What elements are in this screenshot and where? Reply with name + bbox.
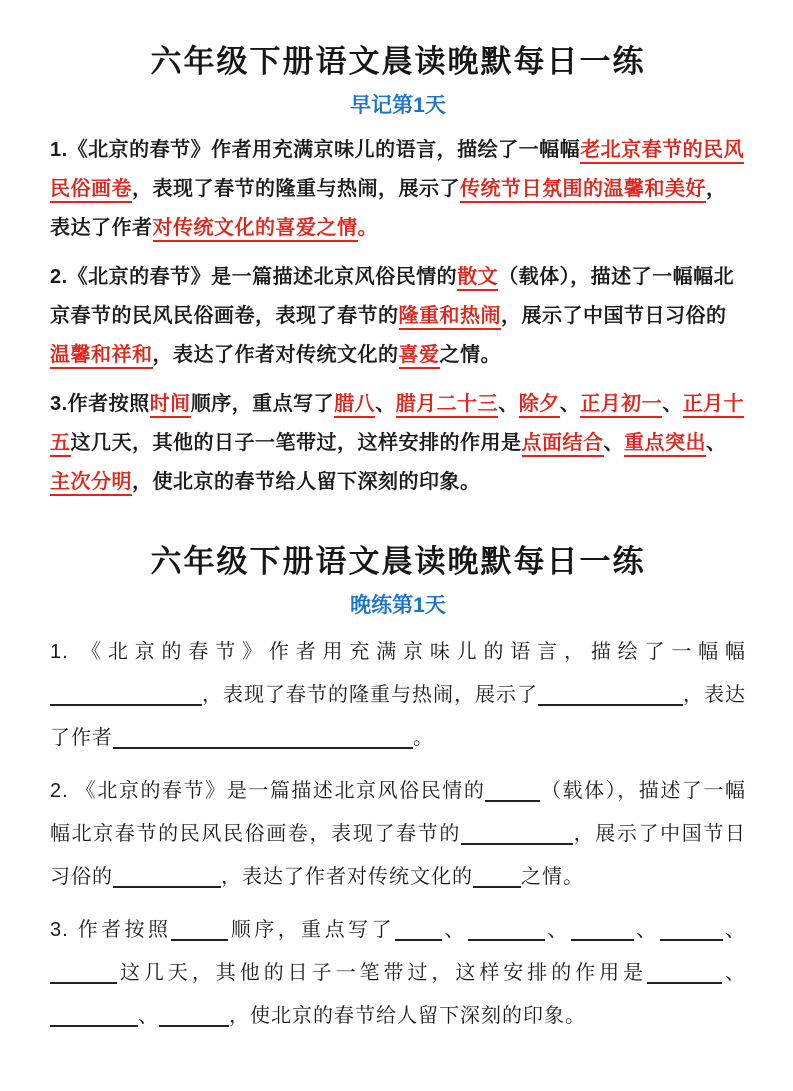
body-text: ，表达了作者对传统文化的	[221, 866, 473, 888]
body-text: ，使北京的春节给人留下深刻的印象。	[132, 471, 481, 493]
body-text: 2.《北京的春节》是一篇描述北京风俗民情的	[50, 266, 458, 288]
fill-in-blank	[50, 964, 117, 984]
body-text: 3. 作者按照	[50, 919, 172, 941]
body-text: ，表现了春节的隆重与热闹，展示了	[132, 178, 460, 200]
body-text: 、	[544, 919, 571, 941]
body-text: ，表现了春节的隆重与热闹，展示了	[202, 684, 538, 706]
body-text: 、	[633, 919, 660, 941]
body-text: 之情。	[439, 344, 501, 366]
answer-text: 主次分明	[50, 471, 132, 496]
worksheet-section-morning	[50, 36, 746, 502]
body-text: 、	[498, 393, 519, 415]
worksheet-paragraph	[50, 385, 746, 502]
answer-text: 散文	[457, 266, 498, 291]
body-text: 、	[722, 962, 747, 984]
fill-in-blank	[171, 921, 228, 941]
fill-in-blank	[468, 921, 545, 941]
body-text: 这几天，其他的日子一笔带过，这样安排的作用是	[70, 432, 522, 454]
body-text: ，展示了中国节日习俗的	[501, 305, 727, 327]
answer-text: 喜爱	[399, 344, 440, 369]
body-text: 、	[375, 393, 396, 415]
body-text: 、	[441, 919, 468, 941]
body-text: （载体），描述了一幅幅北京春节的民风民俗画卷，表现了春节的	[50, 780, 746, 845]
body-text: 之情。	[521, 866, 584, 888]
body-text: 这几天，其他的日子一笔带过，这样安排的作用是	[117, 962, 648, 984]
body-text: ，表达了作者	[50, 684, 746, 749]
answer-text: 温馨和祥和	[50, 344, 153, 369]
body-text: 1. 《北京的春节》作者用充满京味儿的语言，描绘了一幅幅	[50, 641, 746, 663]
answer-text: 老北京春节的民风民俗画卷	[50, 139, 744, 203]
answer-text: 除夕	[519, 393, 560, 418]
section-subtitle: 早记第1天	[350, 94, 446, 117]
body-text: 3.作者按照	[50, 393, 150, 415]
fill-in-blank	[50, 1007, 138, 1027]
worksheet-section-evening	[50, 536, 746, 1038]
answer-text: 正月十五	[50, 393, 744, 457]
answer-text: 隆重和热闹	[399, 305, 502, 330]
body-text: ，表达了作者	[50, 178, 727, 239]
body-text: ，表达了作者对传统文化的	[152, 344, 399, 366]
worksheet-paragraph	[50, 258, 746, 375]
body-text: 1.《北京的春节》作者用充满京味儿的语言，描绘了一幅幅	[50, 139, 581, 161]
section-title: 六年级下册语文晨读晚默每日一练	[150, 44, 646, 79]
section-paragraphs	[50, 631, 746, 1038]
fill-in-blank	[461, 825, 573, 845]
answer-text: 重点突出	[624, 432, 706, 457]
fill-in-blank	[395, 921, 442, 941]
fill-in-blank	[113, 729, 413, 749]
body-text: 、	[603, 432, 624, 454]
body-text: 顺序，重点写了	[228, 919, 395, 941]
answer-text: 时间	[150, 393, 191, 418]
worksheet-paragraph	[50, 909, 746, 1038]
body-text: 、	[722, 919, 746, 941]
worksheet-paragraph	[50, 131, 746, 248]
fill-in-blank	[647, 964, 722, 984]
body-text: ，展示了中国节日习俗的	[50, 823, 747, 888]
body-text: 、	[559, 393, 581, 415]
answer-text: 腊八	[334, 393, 375, 418]
section-title: 六年级下册语文晨读晚默每日一练	[150, 544, 646, 579]
fill-in-blank	[485, 782, 540, 802]
section-subtitle: 晚练第1天	[350, 594, 446, 617]
answer-text: 对传统文化的喜爱之情	[153, 217, 358, 242]
fill-in-blank	[159, 1007, 229, 1027]
body-text: （载体），描述了一幅幅北京春节的民风民俗画卷，表现了春节的	[50, 266, 735, 327]
body-text: 。	[413, 727, 434, 749]
answer-text: 腊月二十三	[396, 393, 499, 418]
section-paragraphs	[50, 131, 746, 502]
red-punctuation: 。	[357, 217, 378, 239]
body-text: 顺序，重点写了	[190, 393, 335, 415]
body-text: 、	[138, 1005, 159, 1027]
answer-text: 点面结合	[522, 432, 604, 457]
body-text: ，使北京的春节给人留下深刻的印象。	[229, 1005, 586, 1027]
fill-in-blank	[538, 686, 683, 706]
fill-in-blank	[660, 921, 723, 941]
worksheet-paragraph	[50, 770, 746, 899]
body-text: 、	[662, 393, 683, 415]
worksheet-paragraph	[50, 631, 746, 760]
fill-in-blank	[571, 921, 634, 941]
fill-in-blank	[473, 868, 521, 888]
answer-text: 正月初一	[580, 393, 662, 418]
answer-text: 传统节日氛围的温馨和美好	[460, 178, 706, 203]
body-text: 、	[706, 432, 727, 454]
fill-in-blank	[50, 686, 202, 706]
body-text: 2. 《北京的春节》是一篇描述北京风俗民情的	[50, 780, 486, 802]
fill-in-blank	[113, 868, 221, 888]
